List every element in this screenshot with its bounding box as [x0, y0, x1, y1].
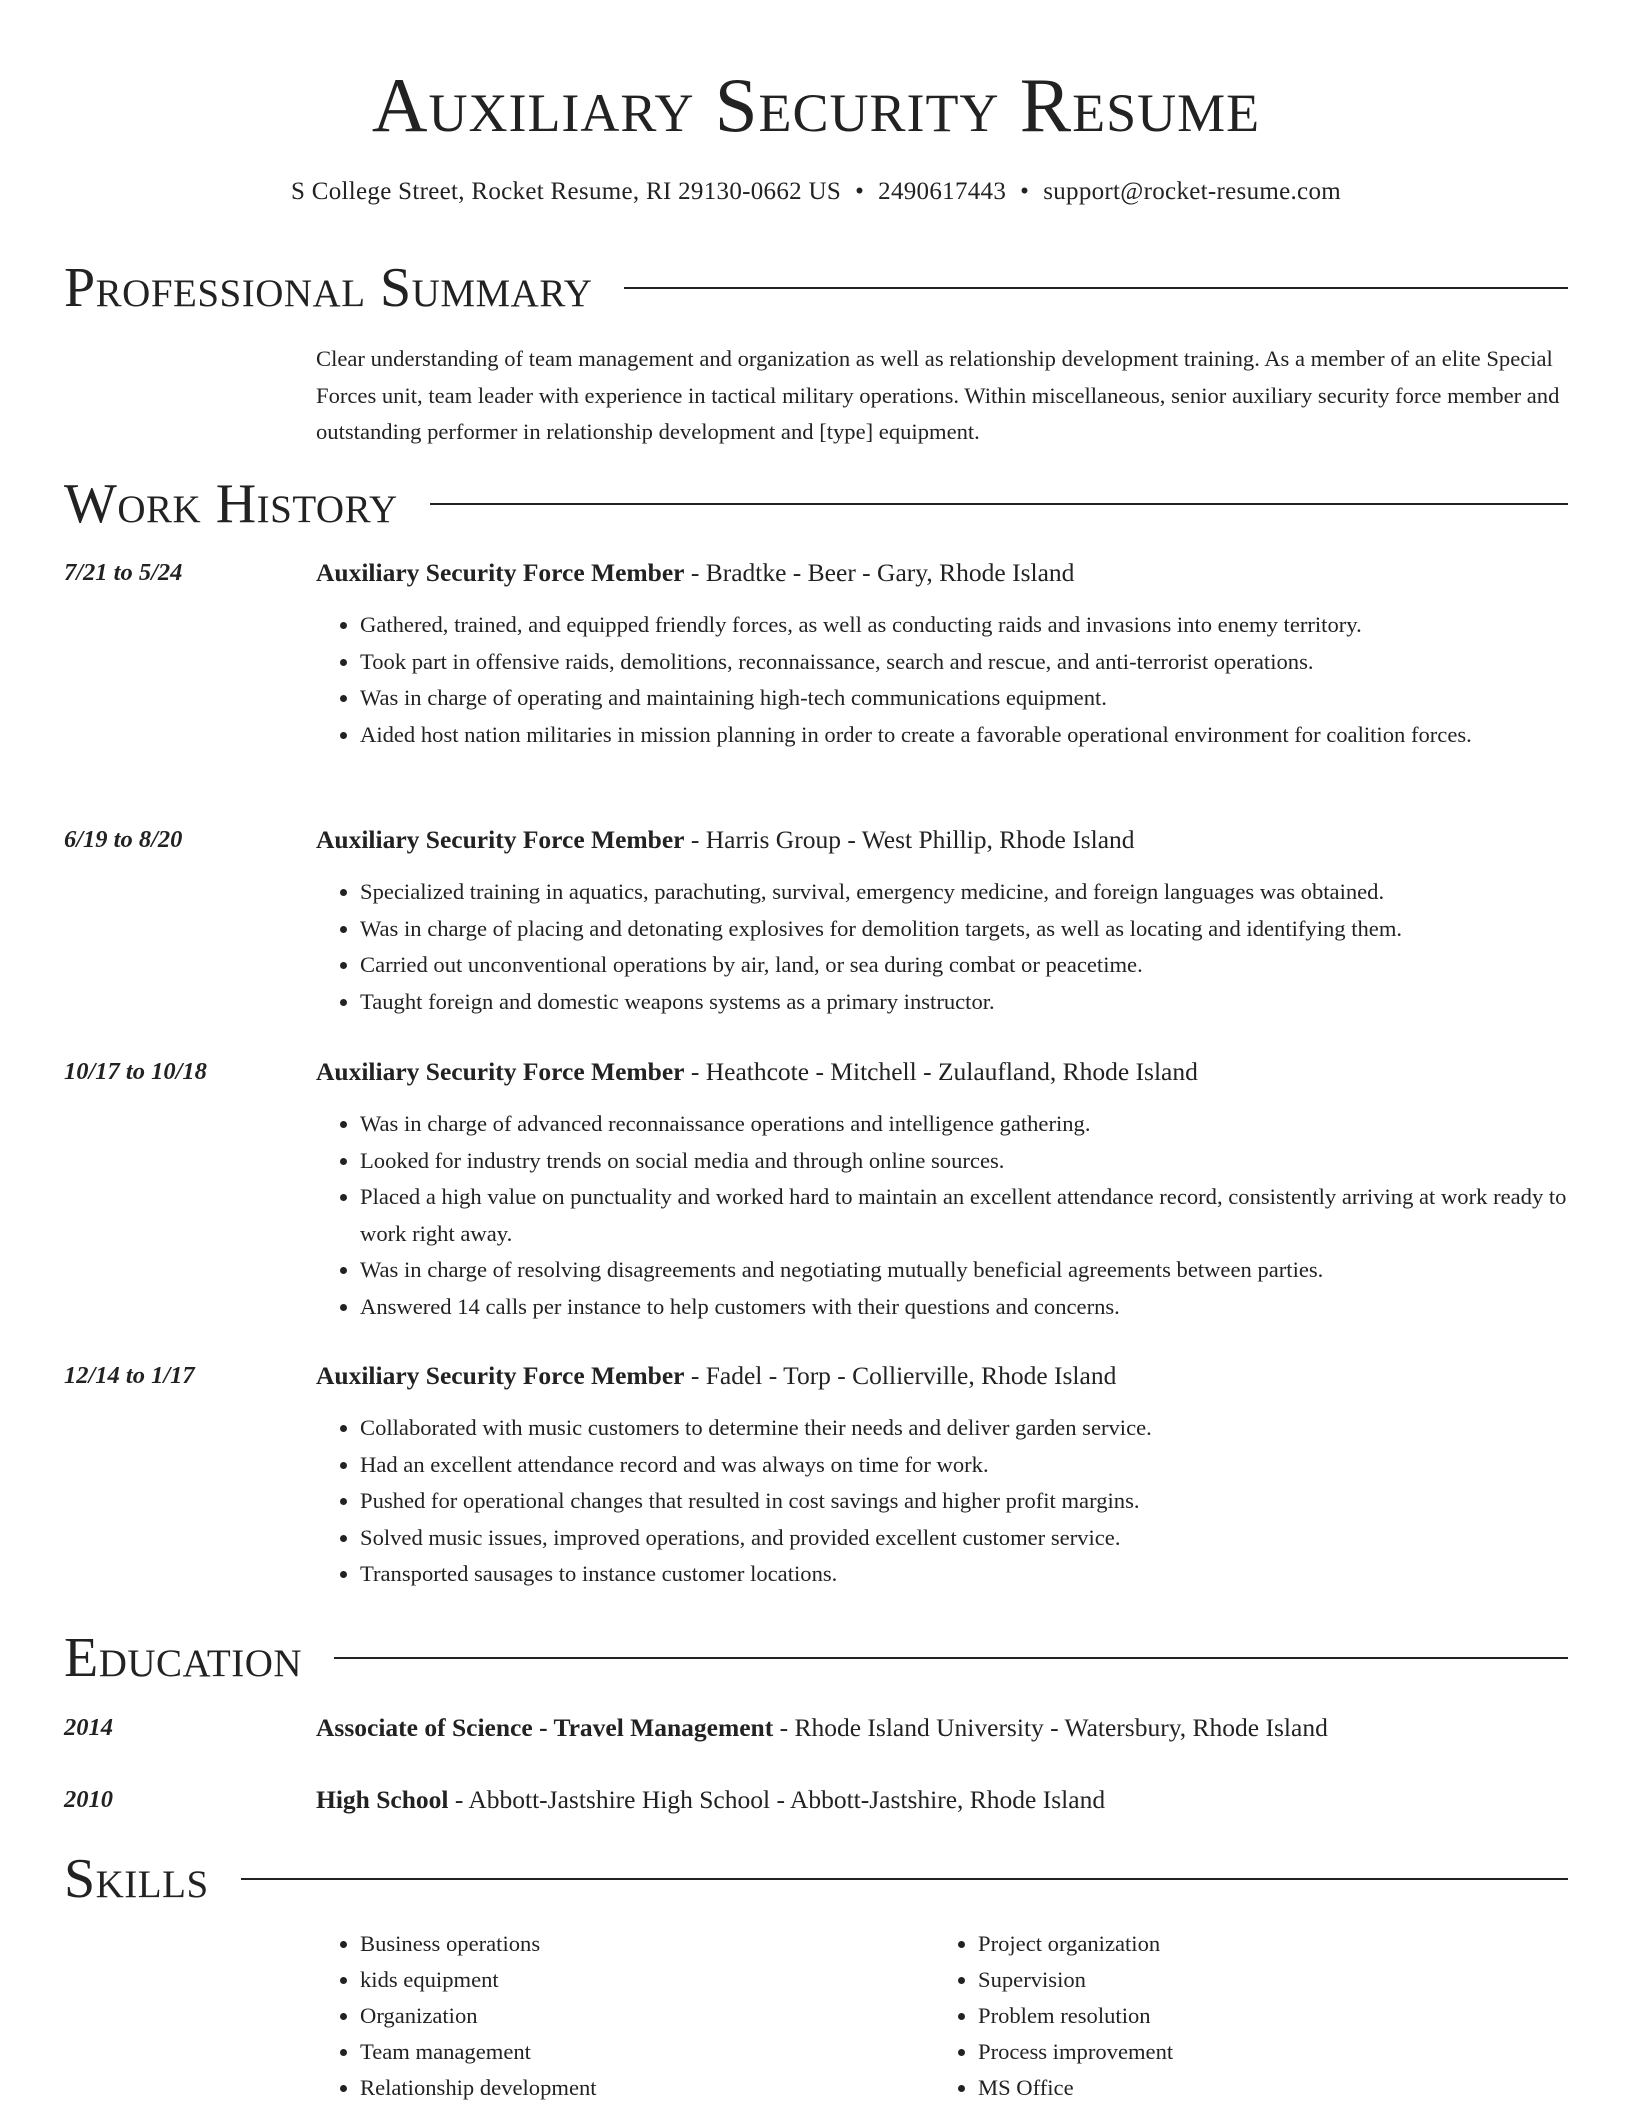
contact-phone: 2490617443: [878, 178, 1007, 205]
job-bullet: • Had an excellent attendance record and was always on time for work.: [360, 1447, 1572, 1484]
education-date: 2010: [64, 1786, 113, 1813]
education-date: 2014: [64, 1714, 113, 1741]
contact-address: S College Street, Rocket Resume, RI 29130-0662 US: [291, 178, 842, 205]
job-headline: [316, 556, 1572, 590]
summary-text: Clear understanding of team management and organization as well as relationship development training. As a member of an elite Special Forces unit, team leader with experience in tactical military operations. Within miscellaneous, senior auxiliary security force member and outstanding performer in relationship development and [type] equipment.: [316, 346, 1560, 444]
section-header-education: [64, 1626, 1568, 1690]
job-bullet: • Looked for industry trends on social media and through online sources.: [360, 1143, 1572, 1180]
job-bullets: [316, 874, 1572, 1020]
job-date: 6/19 to 8/20: [64, 826, 183, 853]
skill-item: • Business operations: [360, 1926, 930, 1962]
section-title-education: Education: [64, 1627, 303, 1689]
job-bullet: • Placed a high value on punctuality and worked hard to maintain an excellent attendance record, consistently arriving at work ready to work right away.: [360, 1179, 1572, 1252]
skill-item: • kids equipment: [360, 1962, 930, 1998]
contact-email: support@rocket-resume.com: [1043, 178, 1341, 205]
skill-item: • Organization: [360, 1998, 930, 2034]
section-title-summary: Professional Summary: [64, 257, 593, 319]
job-employer: - Fadel - Torp - Collierville, Rhode Island: [684, 1361, 1117, 1390]
job-bullets: [316, 1410, 1572, 1593]
education-headline: [316, 1783, 1572, 1817]
section-title-work-history: Work History: [64, 473, 398, 535]
skill-item: • Team management: [360, 2034, 930, 2070]
section-header-skills: [64, 1847, 1568, 1911]
job-employer: - Harris Group - West Phillip, Rhode Island: [684, 825, 1135, 854]
job-bullet: • Was in charge of resolving disagreements and negotiating mutually beneficial agreements between parties.: [360, 1252, 1572, 1289]
job-title: Auxiliary Security Force Member: [316, 1057, 685, 1086]
job-bullet: • Took part in offensive raids, demolitions, reconnaissance, search and rescue, and anti-terrorist operations.: [360, 644, 1572, 681]
skill-item: • Project organization: [978, 1926, 1578, 1962]
job-bullet: • Pushed for operational changes that resulted in cost savings and higher profit margins.: [360, 1483, 1572, 1520]
job-bullet: • Aided host nation militaries in mission planning in order to create a favorable operational environment for coalition forces.: [360, 717, 1572, 754]
job-bullet: • Collaborated with music customers to determine their needs and deliver garden service.: [360, 1410, 1572, 1447]
section-divider: [334, 1657, 1568, 1659]
section-divider: [241, 1878, 1568, 1880]
skill-item: • Relationship development: [360, 2070, 930, 2106]
job-date: 12/14 to 1/17: [64, 1362, 195, 1389]
job-bullet: • Was in charge of operating and maintaining high-tech communications equipment.: [360, 680, 1572, 717]
education-degree: Associate of Science - Travel Management: [316, 1713, 774, 1742]
job-title: Auxiliary Security Force Member: [316, 558, 685, 587]
section-divider: [624, 287, 1568, 289]
education-degree: High School: [316, 1785, 449, 1814]
job-bullet: • Carried out unconventional operations by air, land, or sea during combat or peacetime.: [360, 947, 1572, 984]
job-date: 7/21 to 5/24: [64, 559, 183, 586]
contact-line: [0, 175, 1632, 209]
resume-title: Auxiliary Security Resume: [371, 62, 1261, 148]
job-headline: [316, 823, 1572, 857]
section-divider: [430, 503, 1568, 505]
job-title: Auxiliary Security Force Member: [316, 825, 685, 854]
education-school: - Rhode Island University - Watersbury, Rhode Island: [773, 1713, 1328, 1742]
job-bullets: [316, 607, 1572, 753]
job-bullet: • Gathered, trained, and equipped friendly forces, as well as conducting raids and invasions into enemy territory.: [360, 607, 1572, 644]
job-bullet: • Specialized training in aquatics, parachuting, survival, emergency medicine, and foreign languages was obtained.: [360, 874, 1572, 911]
job-headline: [316, 1055, 1572, 1089]
job-bullet: • Was in charge of advanced reconnaissance operations and intelligence gathering.: [360, 1106, 1572, 1143]
section-header-summary: [64, 256, 1568, 320]
skill-item: • MS Office: [978, 2070, 1578, 2106]
skills-list-right: [934, 1926, 1578, 2106]
job-bullet: • Transported sausages to instance customer locations.: [360, 1556, 1572, 1593]
job-bullet: • Solved music issues, improved operations, and provided excellent customer service.: [360, 1520, 1572, 1557]
contact-separator: •: [855, 178, 865, 205]
job-employer: - Bradtke - Beer - Gary, Rhode Island: [684, 558, 1075, 587]
job-title: Auxiliary Security Force Member: [316, 1361, 685, 1390]
job-bullet: • Answered 14 calls per instance to help customers with their questions and concerns.: [360, 1289, 1572, 1326]
job-headline: [316, 1359, 1572, 1393]
skill-item: • Problem resolution: [978, 1998, 1578, 2034]
section-title-skills: Skills: [64, 1848, 209, 1910]
job-employer: - Heathcote - Mitchell - Zulaufland, Rhode Island: [684, 1057, 1198, 1086]
contact-separator: •: [1020, 178, 1030, 205]
section-header-work-history: [64, 472, 1568, 536]
job-date: 10/17 to 10/18: [64, 1058, 207, 1085]
job-bullet: • Was in charge of placing and detonating explosives for demolition targets, as well as locating and identifying them.: [360, 911, 1572, 948]
skills-list-left: [316, 1926, 930, 2106]
skill-item: • Supervision: [978, 1962, 1578, 1998]
job-bullets: [316, 1106, 1572, 1325]
education-headline: [316, 1711, 1572, 1745]
job-bullet: • Taught foreign and domestic weapons systems as a primary instructor.: [360, 984, 1572, 1021]
skill-item: • Process improvement: [978, 2034, 1578, 2070]
education-school: - Abbott-Jastshire High School - Abbott-Jastshire, Rhode Island: [448, 1785, 1106, 1814]
